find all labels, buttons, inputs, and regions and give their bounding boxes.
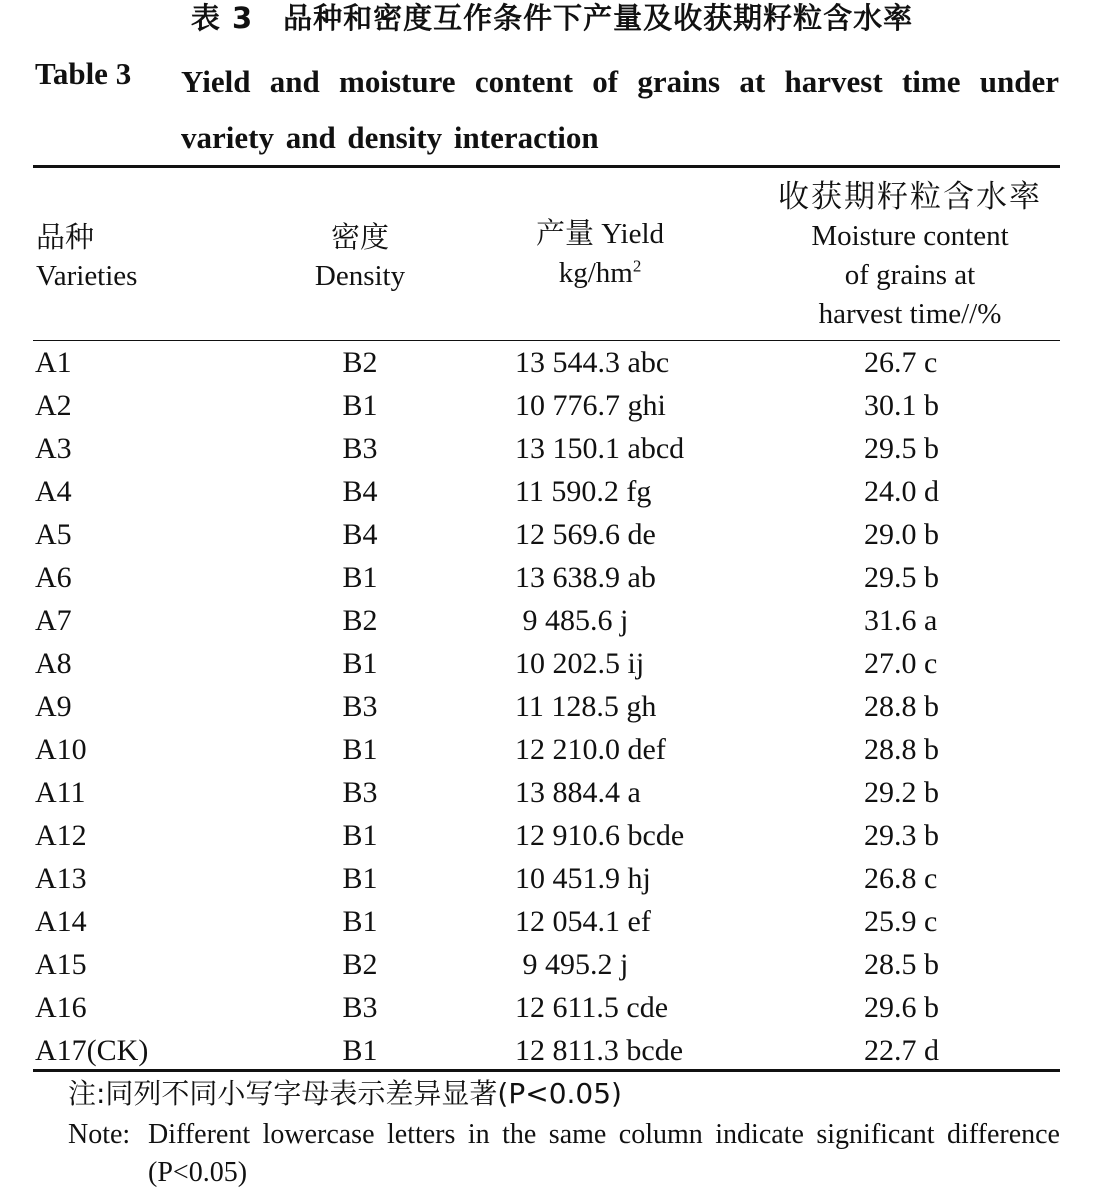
header-yield [470, 214, 730, 293]
footnote-en-text: Different lowercase letters in the same column indicate significant difference (P<0.05) [148, 1119, 1060, 1188]
cell-moisture: 28.8 b [864, 733, 939, 766]
cell-density: B1 [342, 1034, 378, 1067]
cell-variety: A17(CK) [35, 1034, 149, 1067]
header-yield-unit: kg/hm [558, 257, 633, 289]
cell-yield: 12 611.5 cde [515, 991, 669, 1024]
cell-variety: A4 [35, 475, 72, 508]
header-moisture-en-2: of grains at [844, 259, 976, 291]
cell-yield: 13 150.1 abcd [515, 432, 685, 465]
cell-variety: A13 [35, 862, 87, 895]
cell-density: B4 [342, 475, 378, 508]
cell-variety: A16 [35, 991, 87, 1024]
cell-yield: 13 638.9 ab [515, 561, 656, 594]
cell-yield: 11 128.5 gh [515, 690, 657, 723]
cell-moisture: 30.1 b [864, 389, 939, 422]
table-row [0, 986, 1104, 1029]
cell-yield: 12 910.6 bcde [515, 819, 685, 852]
cell-yield: 12 210.0 def [515, 733, 666, 766]
table-bottom-rule [33, 1069, 1060, 1072]
cell-variety: A10 [35, 733, 87, 766]
header-yield-en: Yield [601, 218, 665, 250]
cell-moisture: 26.7 c [864, 346, 938, 379]
cell-variety: A2 [35, 389, 72, 422]
table-row [0, 1029, 1104, 1072]
cell-yield: 11 590.2 fg [515, 475, 652, 508]
cell-yield: 12 569.6 de [515, 518, 656, 551]
cell-density: B3 [342, 776, 378, 809]
table-row [0, 470, 1104, 513]
table-row [0, 728, 1104, 771]
cell-yield: 10 202.5 ij [515, 647, 645, 680]
cell-moisture: 28.8 b [864, 690, 939, 723]
cell-variety: A6 [35, 561, 72, 594]
table-row [0, 513, 1104, 556]
footnote-zh: 注:同列不同小写字母表示差异显著(P<0.05) [68, 1077, 622, 1110]
cell-variety: A11 [35, 776, 86, 809]
cell-density: B3 [342, 991, 378, 1024]
table-row [0, 599, 1104, 642]
table-title-en: Yield and moisture content of grains at harvest time under variety and density interaction [181, 64, 1059, 155]
cell-moisture: 27.0 c [864, 647, 938, 680]
cell-variety: A9 [35, 690, 72, 723]
header-varieties-zh: 品种 [36, 220, 95, 254]
header-density-en: Density [314, 260, 406, 292]
cell-moisture: 29.5 b [864, 432, 939, 465]
header-varieties-en: Varieties [36, 260, 138, 292]
cell-density: B1 [342, 389, 378, 422]
header-moisture-en-3: harvest time//% [818, 298, 1002, 330]
table-row [0, 556, 1104, 599]
cell-density: B4 [342, 518, 378, 551]
cell-density: B2 [342, 604, 378, 637]
table-top-rule [33, 165, 1060, 168]
cell-moisture: 29.3 b [864, 819, 939, 852]
cell-yield: 12 811.3 bcde [515, 1034, 684, 1067]
cell-moisture: 29.0 b [864, 518, 939, 551]
table-row [0, 814, 1104, 857]
header-density-zh: 密度 [330, 220, 389, 254]
table-row [0, 943, 1104, 986]
cell-yield: 9 495.2 j [515, 948, 629, 981]
cell-density: B1 [342, 733, 378, 766]
cell-density: B1 [342, 561, 378, 594]
cell-density: B1 [342, 647, 378, 680]
table-row [0, 427, 1104, 470]
header-yield-zh: 产量 [535, 216, 594, 250]
cell-yield: 9 485.6 j [515, 604, 629, 637]
table-title-zh: 表 3 品种和密度互作条件下产量及收获期籽粒含水率 [190, 1, 914, 35]
cell-variety: A15 [35, 948, 87, 981]
cell-moisture: 26.8 c [864, 862, 938, 895]
cell-moisture: 22.7 d [864, 1034, 939, 1067]
cell-density: B1 [342, 905, 378, 938]
cell-yield: 13 884.4 a [515, 776, 641, 809]
cell-density: B2 [342, 346, 378, 379]
cell-moisture: 29.6 b [864, 991, 939, 1024]
table-row [0, 685, 1104, 728]
table-label-en: Table 3 [35, 56, 132, 91]
cell-moisture: 31.6 a [864, 604, 938, 637]
cell-variety: A7 [35, 604, 72, 637]
header-density [260, 218, 460, 296]
cell-moisture: 29.2 b [864, 776, 939, 809]
cell-yield: 12 054.1 ef [515, 905, 651, 938]
cell-variety: A14 [35, 905, 87, 938]
cell-density: B3 [342, 432, 378, 465]
footnote-en-label: Note: [68, 1119, 131, 1150]
cell-density: B2 [342, 948, 378, 981]
header-yield-unit-sup: 2 [632, 256, 642, 276]
cell-yield: 10 776.7 ghi [515, 389, 666, 422]
table-row [0, 341, 1104, 384]
cell-variety: A1 [35, 346, 72, 379]
cell-moisture: 29.5 b [864, 561, 939, 594]
cell-density: B1 [342, 862, 378, 895]
cell-variety: A3 [35, 432, 72, 465]
cell-yield: 13 544.3 abc [515, 346, 670, 379]
table-body [0, 341, 1104, 1072]
header-moisture-zh: 收获期籽粒含水率 [778, 179, 1042, 215]
header-moisture [760, 178, 1060, 334]
cell-density: B3 [342, 690, 378, 723]
header-varieties [36, 218, 137, 296]
cell-moisture: 28.5 b [864, 948, 939, 981]
header-moisture-en-1: Moisture content [811, 220, 1009, 252]
table-row [0, 900, 1104, 943]
cell-moisture: 25.9 c [864, 905, 938, 938]
cell-moisture: 24.0 d [864, 475, 939, 508]
table-row [0, 384, 1104, 427]
cell-variety: A5 [35, 518, 72, 551]
cell-variety: A8 [35, 647, 72, 680]
cell-yield: 10 451.9 hj [515, 862, 651, 895]
table-row [0, 642, 1104, 685]
cell-variety: A12 [35, 819, 87, 852]
cell-density: B1 [342, 819, 378, 852]
table-row [0, 857, 1104, 900]
table-row [0, 771, 1104, 814]
